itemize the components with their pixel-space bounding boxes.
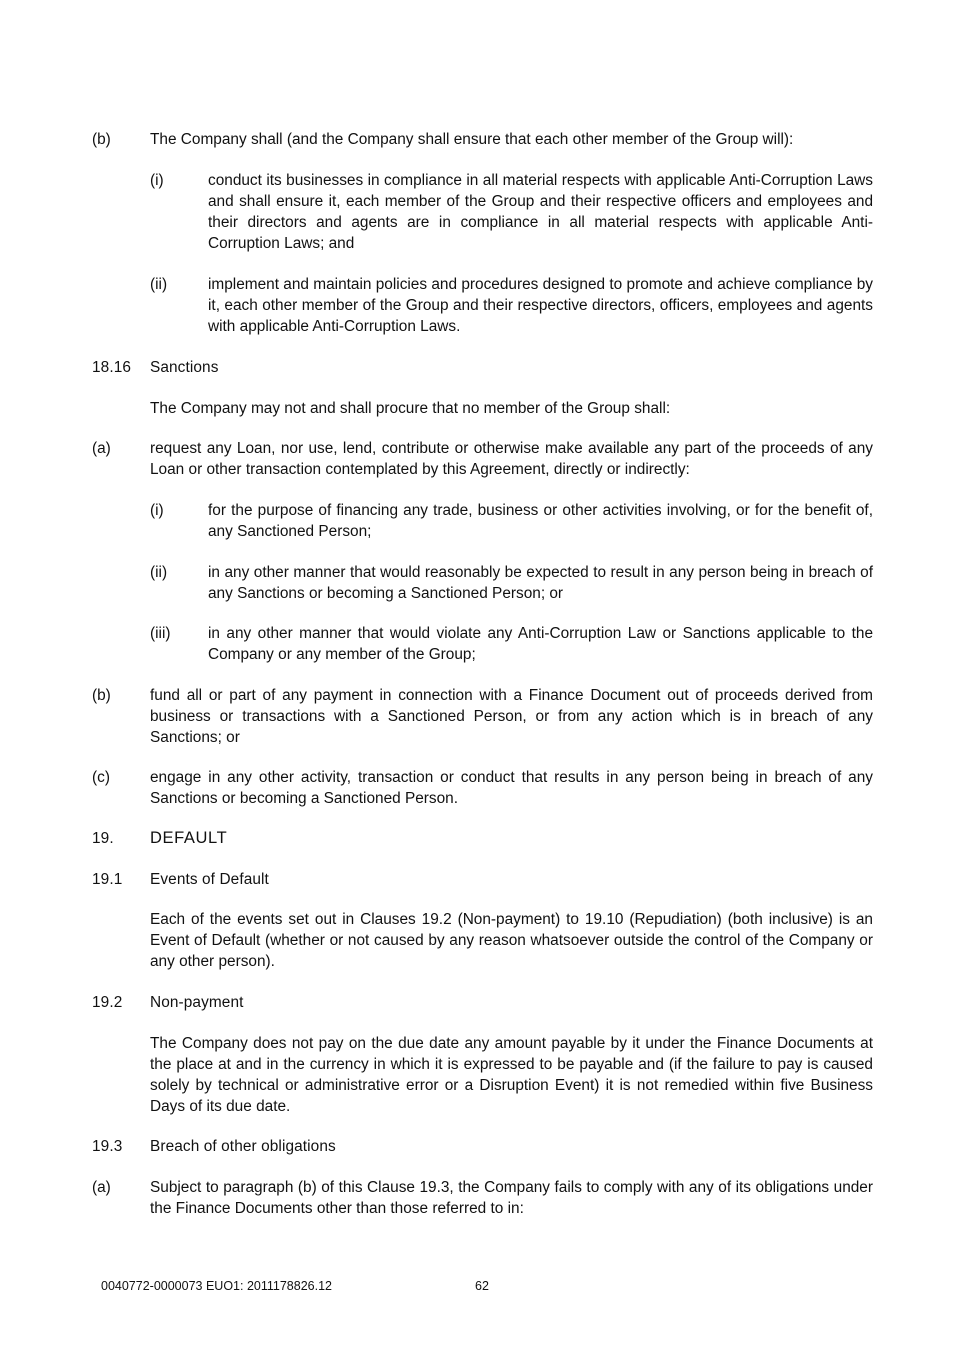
sanctions-a-i-text: for the purpose of financing any trade, business or other activities involving, or for the benefit of, any Sanctioned Person;	[208, 502, 873, 540]
clause-b-text: The Company shall (and the Company shall ensure that each other member of the Group will):	[150, 131, 794, 148]
section-19-2-title: Non-payment	[150, 994, 244, 1011]
sanctions-c-label: (c)	[92, 769, 110, 786]
footer-doc-ref: 0040772-0000073 EUO1: 2011178826.12	[101, 1279, 332, 1293]
clause-b-ii-text: implement and maintain policies and procedures designed to promote and achieve compliance by it, each other member of the Group and their respective directors, officers, employees and agents with applicable Anti-Corruption Laws.	[208, 276, 873, 335]
sanctions-a-i-label: (i)	[150, 502, 164, 519]
clause-b-i-text: conduct its businesses in compliance in all material respects with applicable Anti-Corruption Laws and shall ensure it, each member of the Group and their respective officers and employees and their directors and agents are in compliance in all material respects with applicable Anti-Corruption Laws; and	[208, 172, 873, 252]
sanctions-c-text: engage in any other activity, transaction or conduct that results in any person being in breach of any Sanctions or becoming a Sanctioned Person.	[150, 769, 873, 807]
section-18-16-number: 18.16	[92, 359, 132, 376]
section-19-1-title: Events of Default	[150, 871, 269, 888]
section-19-title: DEFAULT	[150, 829, 228, 847]
clause-b-ii-label: (ii)	[150, 276, 168, 293]
sanctions-b-text: fund all or part of any payment in connection with a Finance Document out of proceeds derived from business or transactions with a Sanctioned Person, or from any action which is in breach of any Sanctions; or	[150, 687, 873, 746]
section-19-1-text: Each of the events set out in Clauses 19.2 (Non-payment) to 19.10 (Repudiation) (both inclusive) is an Event of Default (whether or not caused by any reason whatsoever outside the control of the Company or any other person).	[150, 911, 873, 970]
sanctions-a-iii-label: (iii)	[150, 625, 171, 642]
section-18-16-title: Sanctions	[150, 359, 219, 376]
sanctions-a-ii-label: (ii)	[150, 564, 168, 581]
section-19-3-a-text: Subject to paragraph (b) of this Clause 19.3, the Company fails to comply with any of its obligations under the Finance Documents other than those referred to in:	[150, 1179, 873, 1217]
clause-b-i-label: (i)	[150, 172, 164, 189]
section-19-2-number: 19.2	[92, 994, 123, 1011]
section-19-3-number: 19.3	[92, 1138, 123, 1155]
sanctions-a-label: (a)	[92, 440, 111, 457]
section-19-number: 19.	[92, 830, 114, 847]
section-19-3-title: Breach of other obligations	[150, 1138, 336, 1155]
section-19-3-a-label: (a)	[92, 1179, 111, 1196]
section-19-1-number: 19.1	[92, 871, 123, 888]
sanctions-b-label: (b)	[92, 687, 111, 704]
section-18-16-intro: The Company may not and shall procure that no member of the Group shall:	[150, 400, 671, 417]
clause-b-label: (b)	[92, 131, 111, 148]
section-19-2-text: The Company does not pay on the due date any amount payable by it under the Finance Documents at the place at and in the currency in which it is expressed to be payable and (if the failure to pay is caused solely by technical or administrative error or a Disruption Event) it is not remedied within five Business Days of its due date.	[150, 1035, 873, 1115]
sanctions-a-text: request any Loan, nor use, lend, contribute or otherwise make available any part of the proceeds of any Loan or other transaction contemplated by this Agreement, directly or indirectly:	[150, 440, 873, 478]
sanctions-a-ii-text: in any other manner that would reasonably be expected to result in any person being in breach of any Sanctions or becoming a Sanctioned Person; or	[208, 564, 873, 602]
footer-page-number: 62	[475, 1279, 489, 1293]
sanctions-a-iii-text: in any other manner that would violate any Anti-Corruption Law or Sanctions applicable to the Company or any member of the Group;	[208, 625, 873, 663]
